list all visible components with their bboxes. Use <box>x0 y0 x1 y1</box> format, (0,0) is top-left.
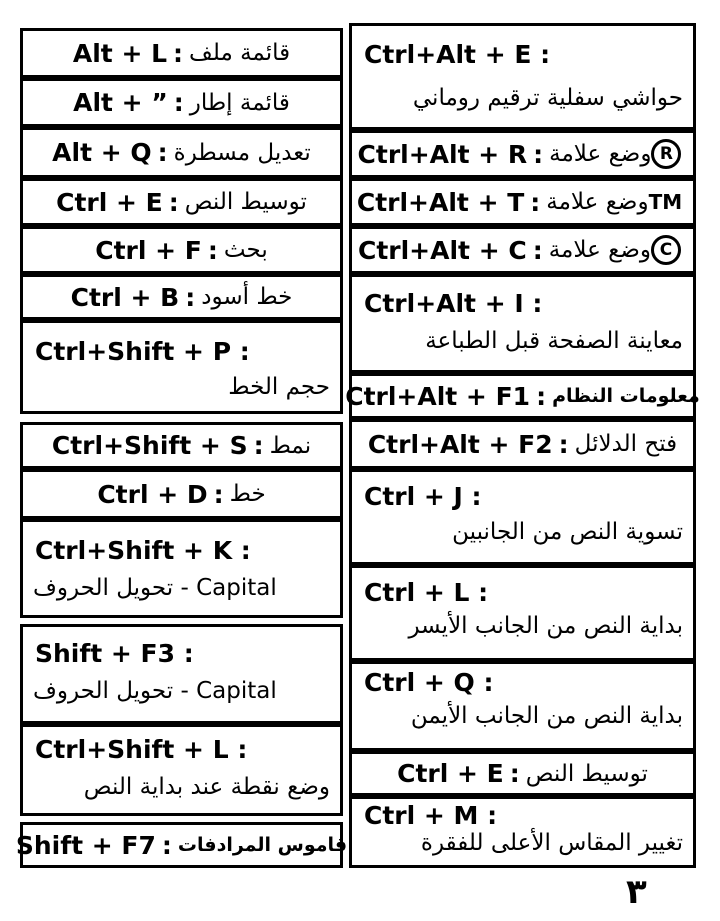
shortcut-description: بداية النص من الجانب الأيمن <box>410 703 683 729</box>
shortcut-row <box>349 796 696 868</box>
shortcut-row <box>349 661 696 751</box>
shortcut-description: بحث <box>223 237 268 263</box>
separator: : <box>532 235 543 265</box>
shortcut-row <box>20 226 343 274</box>
separator: : <box>533 139 544 169</box>
shortcut-key: Ctrl + F <box>95 235 202 265</box>
shortcut-key: Ctrl+Alt + F2 <box>367 429 553 459</box>
shortcut-row <box>349 178 696 226</box>
shortcut-row <box>20 422 343 469</box>
shortcut-key: Ctrl + L : <box>364 578 489 607</box>
shortcut-key: Ctrl+Alt + T <box>356 187 525 217</box>
shortcut-description: توسيط النص <box>525 760 648 787</box>
shortcut-row <box>15 822 348 868</box>
shortcut-key: Alt + L <box>72 38 168 68</box>
separator: : <box>185 282 196 312</box>
shortcut-key: Ctrl + J : <box>364 482 482 511</box>
shortcut-key: Ctrl + D <box>97 479 208 509</box>
shortcut-key: Ctrl+Shift + L : <box>35 735 248 764</box>
shortcut-description: معاينة الصفحة قبل الطباعة <box>425 328 683 354</box>
shortcut-row <box>345 373 700 419</box>
shortcut-row <box>20 624 343 724</box>
shortcut-description: تعديل مسطرة <box>173 139 311 166</box>
shortcut-key: Shift + F7 <box>15 830 156 860</box>
registered-mark-icon: R <box>651 139 681 169</box>
shortcut-key: Ctrl + Q : <box>364 668 494 697</box>
shortcut-row <box>20 78 343 127</box>
separator: : <box>530 187 541 217</box>
shortcut-row <box>20 28 343 78</box>
shortcut-row <box>20 274 343 320</box>
shortcut-description: وضع علامة <box>546 189 649 215</box>
shortcut-key: Ctrl+Alt + C <box>357 235 527 265</box>
shortcut-row <box>349 274 696 373</box>
shortcut-description: حواشي سفلية ترقيم روماني <box>412 85 683 111</box>
shortcut-row <box>20 519 343 618</box>
shortcut-row <box>349 419 696 469</box>
separator: : <box>536 381 547 411</box>
separator: : <box>558 429 569 459</box>
separator: : <box>157 138 168 167</box>
shortcut-row <box>20 178 343 226</box>
shortcut-key: Ctrl+Alt + I : <box>364 289 543 318</box>
shortcut-key: Ctrl+Alt + F1 <box>345 381 531 411</box>
shortcut-description: فتح الدلائل <box>574 431 678 457</box>
separator: : <box>207 235 218 265</box>
separator: : <box>253 431 264 460</box>
shortcut-key: Alt + ” <box>73 88 168 117</box>
shortcut-description: وضع علامة <box>549 141 652 167</box>
separator: : <box>173 88 184 117</box>
trademark-mark-icon: TM <box>648 190 683 214</box>
shortcut-row <box>20 469 343 519</box>
shortcut-row <box>349 751 696 796</box>
shortcut-key: Alt + Q <box>52 138 152 167</box>
separator: : <box>213 479 224 509</box>
copyright-mark-icon: C <box>651 235 681 265</box>
separator: : <box>168 187 179 217</box>
separator: : <box>509 759 520 788</box>
shortcut-description: تسوية النص من الجانبين <box>452 519 683 545</box>
separator: : <box>173 38 184 68</box>
shortcut-row <box>349 130 696 178</box>
shortcut-description: قائمة إطار <box>189 89 290 116</box>
shortcut-description: خط <box>229 481 266 507</box>
shortcut-description: قاموس المرادفات <box>177 834 348 856</box>
shortcut-key: Ctrl+Alt + E : <box>364 40 551 69</box>
shortcut-description: بداية النص من الجانب الأيسر <box>408 613 683 639</box>
shortcut-row <box>20 320 343 414</box>
separator: : <box>161 830 172 860</box>
shortcut-description: خط أسود <box>201 284 293 310</box>
shortcut-description: وضع علامة <box>548 237 651 263</box>
shortcut-row <box>349 469 696 565</box>
shortcut-row <box>349 226 696 274</box>
shortcut-description: وضع نقطة عند بداية النص <box>83 774 330 800</box>
shortcut-row <box>349 23 696 130</box>
shortcut-key: Shift + F3 : <box>35 639 194 668</box>
page-number: ٣ <box>626 872 647 912</box>
shortcut-key: Ctrl + M : <box>364 801 498 830</box>
shortcut-key: Ctrl+Shift + K : <box>35 536 251 565</box>
shortcut-row <box>349 565 696 661</box>
shortcut-description: توسيط النص <box>184 189 307 215</box>
shortcut-key: Ctrl+Alt + R <box>357 139 528 169</box>
shortcut-row <box>20 127 343 178</box>
shortcut-description: تغيير المقاس الأعلى للفقرة <box>420 830 683 856</box>
shortcut-description: قائمة ملف <box>189 40 291 66</box>
shortcut-description: معلومات النظام <box>552 385 700 407</box>
shortcut-key: Ctrl + B <box>70 282 180 312</box>
shortcut-description: Capital - تحويل الحروف <box>33 575 277 601</box>
shortcut-description: Capital - تحويل الحروف <box>33 678 277 704</box>
shortcut-key: Ctrl+Shift + P : <box>35 337 250 366</box>
shortcut-row <box>20 724 343 816</box>
shortcut-key: Ctrl+Shift + S <box>51 431 248 460</box>
shortcut-key: Ctrl + E <box>56 187 163 217</box>
shortcut-description: نمط <box>269 432 312 459</box>
shortcut-description: حجم الخط <box>228 374 330 400</box>
shortcut-key: Ctrl + E <box>397 759 504 788</box>
